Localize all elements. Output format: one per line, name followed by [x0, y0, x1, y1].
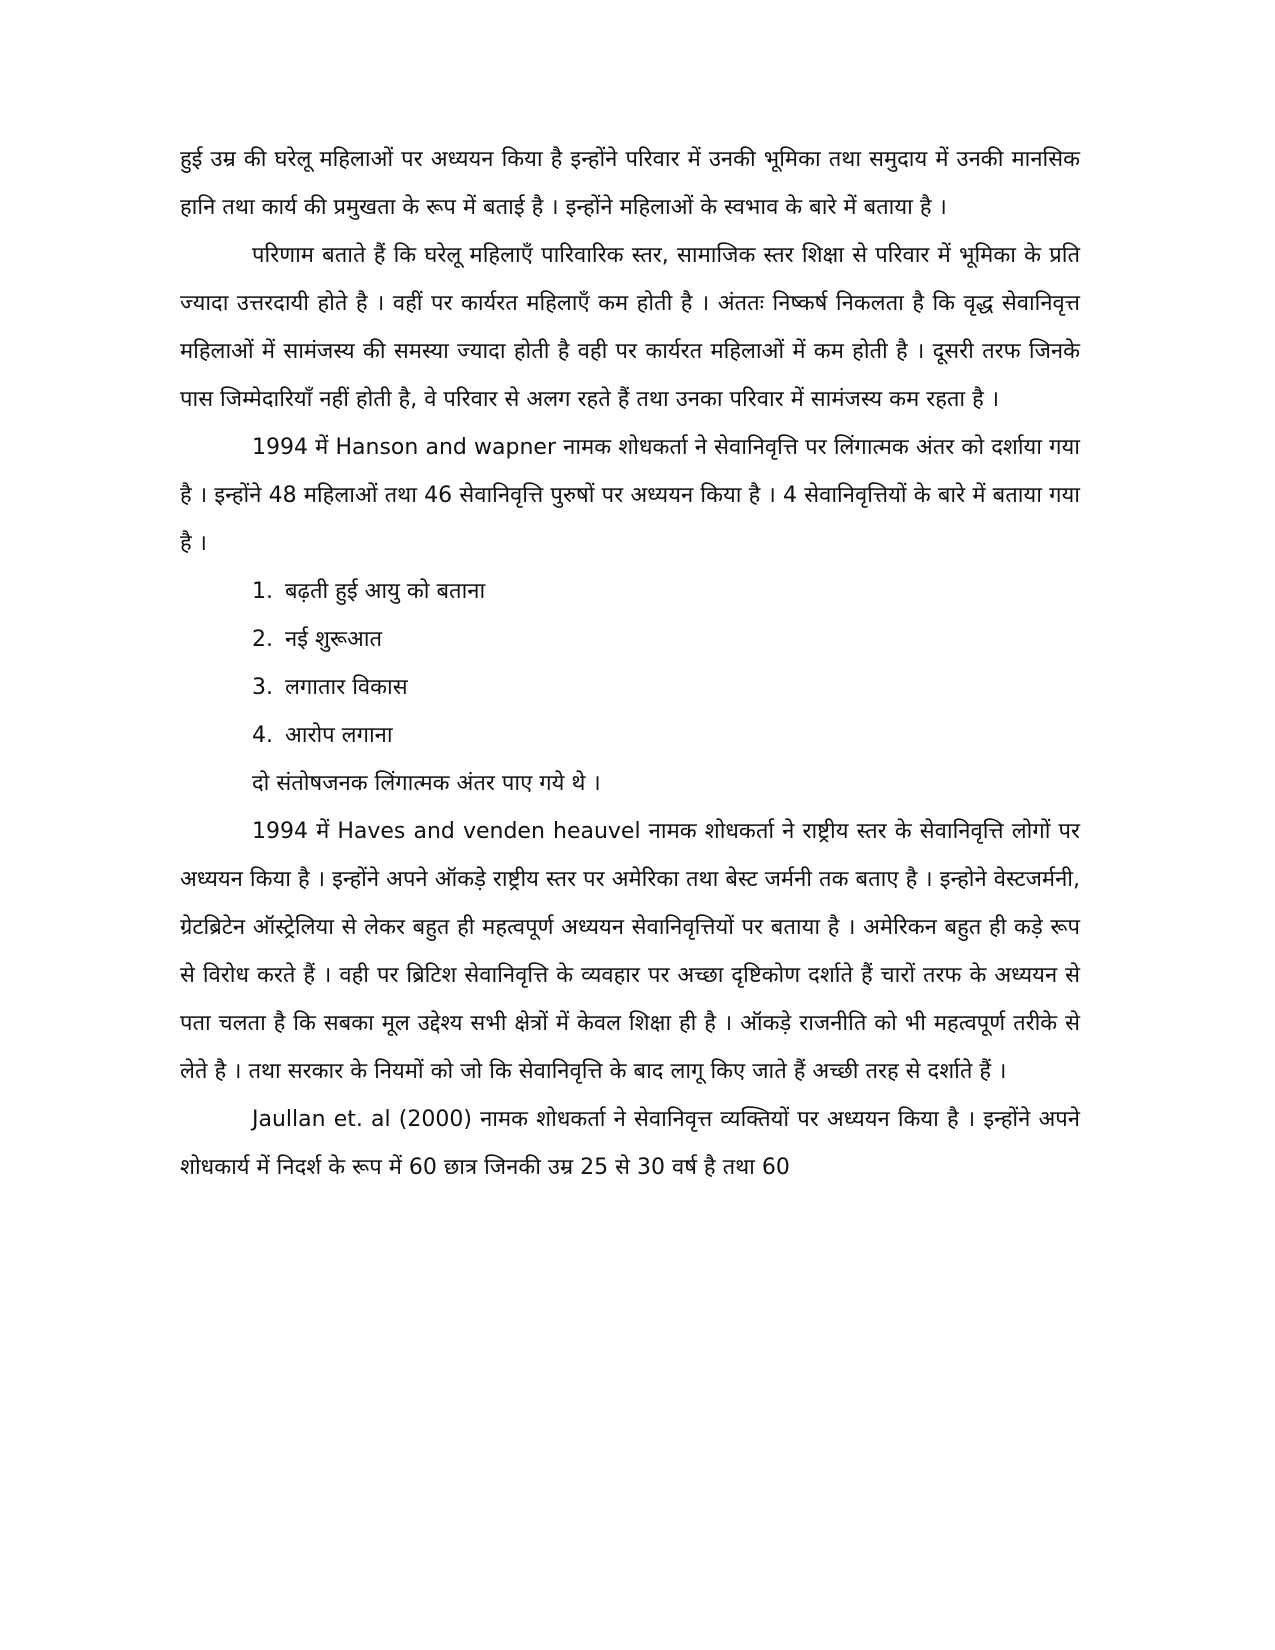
list-item-number: 4.: [252, 723, 273, 748]
list-item: [252, 616, 1080, 664]
list-item-text: नई शुरूआत: [285, 627, 383, 652]
list-conclusion: दो संतोषजनक लिंगात्मक अंतर पाए गये थे ।: [252, 771, 601, 796]
paragraph-results: परिणाम बताते हैं कि घरेलू महिलाऍं पारिवारिक स्तर, सामाजिक स्तर शिक्षा से परिवार में भूमिका के प्रति ज्यादा उत्तरदायी होते है । वहीं पर कार्यरत महिलाऍं कम होती है । अंततः निष्कर्ष निकलता है कि वृद्ध सेवानिवृत्त महिलाओं में सामंजस्य की समस्या ज्यादा होती है वही पर कार्यरत महिलाओं में कम होती है । दूसरी तरफ जिनके पास जिम्मेदारियॉं नहीं होती है, वे परिवार से अलग रहते हैं तथा उनका परिवार में सामंजस्य कम रहता है ।: [180, 243, 1080, 412]
list-item: [252, 568, 1080, 616]
list-item-number: 1.: [252, 579, 273, 604]
list-item: [252, 712, 1080, 760]
paragraph-jaullan: Jaullan et. al (2000) नामक शोधकर्ता ने सेवानिवृत्त व्यक्तियों पर अध्ययन किया है । इन्होंने अपने शोधकार्य में निदर्श के रूप में 60 छात्र जिनकी उम्र 25 से 30 वर्ष है तथा 60: [180, 1107, 1080, 1180]
paragraph-haves-venden-heauvel: 1994 में Haves and venden heauvel नामक शोधकर्ता ने राष्ट्रीय स्तर के सेवानिवृत्ति लोगों पर अध्ययन किया है । इन्होंने अपने ऑकड़े राष्ट्रीय स्तर पर अमेरिका तथा बेस्ट जर्मनी तक बताए है । इन्होने वेस्टजर्मनी, ग्रेटब्रिटेन ऑस्ट्रेलिया से लेकर बहुत ही महत्वपूर्ण अध्ययन सेवानिवृत्तियों पर बताया है । अमेरिकन बहुत ही कड़े रूप से विरोध करते हैं । वही पर ब्रिटिश सेवानिवृत्ति के व्यवहार पर अच्छा दृष्टिकोण दर्शाते हैं चारों तरफ के अध्ययन से पता चलता है कि सबका मूल उद्देश्य सभी क्षेत्रों में केवल शिक्षा ही है । ऑकड़े राजनीति को भी महत्वपूर्ण तरीके से लेते है । तथा सरकार के नियमों को जो कि सेवानिवृत्ति के बाद लागू किए जाते हैं अच्छी तरह से दर्शाते हैं ।: [180, 819, 1080, 1084]
paragraph-continuation: हुई उम्र की घरेलू महिलाओं पर अध्ययन किया है इन्होंने परिवार में उनकी भूमिका तथा समुदाय में उनकी मानसिक हानि तथा कार्य की प्रमुखता के रूप में बताई है । इन्होंने महिलाओं के स्वभाव के बारे में बताया है ।: [180, 147, 1080, 220]
list-item: [252, 664, 1080, 712]
list-item-number: 3.: [252, 675, 273, 700]
page-content: [180, 136, 1080, 1192]
list-item-number: 2.: [252, 627, 273, 652]
list-item-text: बढ़ती हुई आयु को बताना: [285, 579, 486, 604]
paragraph-hanson-wapner: 1994 में Hanson and wapner नामक शोधकर्ता ने सेवानिवृत्ति पर लिंगात्मक अंतर को दर्शाया गया है । इन्होंने 48 महिलाओं तथा 46 सेवानिवृत्ति पुरुषों पर अध्ययन किया है । 4 सेवानिवृत्तियों के बारे में बताया गया है ।: [180, 435, 1080, 556]
list-item-text: लगातार विकास: [285, 675, 408, 700]
list-item-text: आरोप लगाना: [285, 723, 393, 748]
retirement-types-list: [180, 568, 1080, 760]
